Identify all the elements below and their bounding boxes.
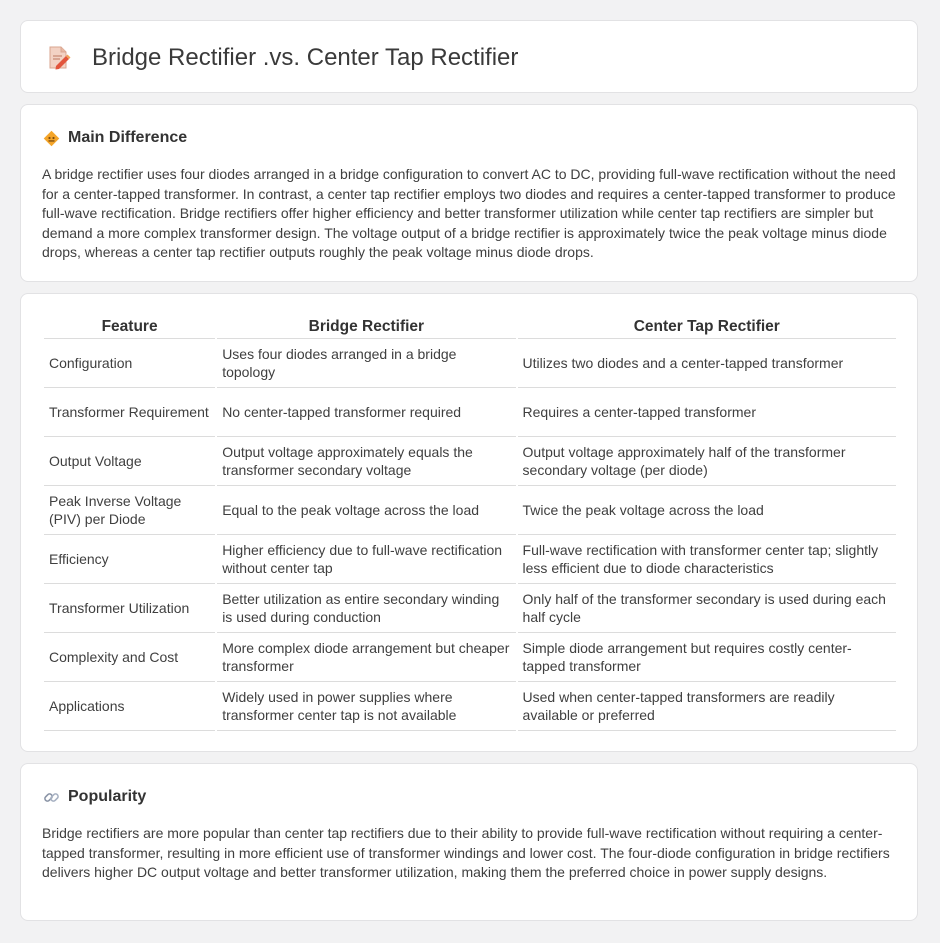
popularity-text: Bridge rectifiers are more popular than center tap rectifiers due to their ability to provide full-wave rectification without requiring a center-tapped transformer, resulting in more efficient use of transformer windings and lower cost. The four-diode configuration in bridge rectifiers delivers higher DC output voltage and better transformer utilization, making them the preferred choice in power supply designs.: [42, 825, 890, 881]
header-bridge-rectifier: Bridge Rectifier: [217, 316, 515, 339]
bridge-cell: Equal to the peak voltage across the load: [217, 486, 515, 535]
table-row: [44, 388, 896, 437]
feature-cell: Transformer Utilization: [44, 584, 215, 633]
header-center-tap-rectifier: Center Tap Rectifier: [518, 316, 896, 339]
feature-cell: Configuration: [44, 339, 215, 388]
title-card: [20, 20, 918, 93]
center-tap-cell: Simple diode arrangement but requires costly center-tapped transformer: [518, 633, 896, 682]
main-difference-text: A bridge rectifier uses four diodes arranged in a bridge configuration to convert AC to DC, providing full-wave rectification without the need for a center-tapped transformer. In contrast, a center tap rectifier employs two diodes and requires a center-tapped transformer to produce full-wave rectification. Bridge rectifiers offer higher efficiency and better transformer utilization while center tap rectifiers are simpler but demand a more complex transformer design. The voltage output of a bridge rectifier is approximately twice the peak voltage minus diode drops, whereas a center tap rectifier outputs roughly the peak voltage minus diode drops.: [42, 166, 896, 261]
center-tap-cell: Only half of the transformer secondary is used during each half cycle: [518, 584, 896, 633]
link-icon: [43, 789, 60, 806]
popularity-header: [43, 786, 146, 808]
popularity-card: [20, 763, 918, 921]
table-row: [44, 535, 896, 584]
center-tap-cell: Requires a center-tapped transformer: [518, 388, 896, 437]
bridge-cell: No center-tapped transformer required: [217, 388, 515, 437]
header-feature: Feature: [44, 316, 215, 339]
table-row: [44, 339, 896, 388]
table-header-row: [44, 316, 896, 339]
popularity-heading: Popularity: [68, 788, 147, 805]
center-tap-cell: Twice the peak voltage across the load: [518, 486, 896, 535]
bridge-cell: Higher efficiency due to full-wave rectification without center tap: [217, 535, 515, 584]
feature-cell: Complexity and Cost: [44, 633, 215, 682]
center-tap-cell: Utilizes two diodes and a center-tapped transformer: [518, 339, 896, 388]
main-difference-card: [20, 104, 918, 282]
table-row: [44, 682, 896, 731]
comparison-table: [42, 316, 898, 731]
table-row: [44, 486, 896, 535]
feature-cell: Efficiency: [44, 535, 215, 584]
main-difference-heading: Main Difference: [68, 129, 188, 146]
table-row: [44, 584, 896, 633]
center-tap-cell: Full-wave rectification with transformer center tap; slightly less efficient due to diode characteristics: [518, 535, 896, 584]
feature-cell: Transformer Requirement: [44, 388, 215, 437]
main-difference-header: [43, 127, 187, 149]
center-tap-cell: Output voltage approximately half of the transformer secondary voltage (per diode): [518, 437, 896, 486]
bridge-cell: Uses four diodes arranged in a bridge topology: [217, 339, 515, 388]
feature-cell: Peak Inverse Voltage (PIV) per Diode: [44, 486, 215, 535]
bridge-cell: Output voltage approximately equals the transformer secondary voltage: [217, 437, 515, 486]
comparison-card: [20, 293, 918, 752]
bridge-cell: Better utilization as entire secondary winding is used during conduction: [217, 584, 515, 633]
table-row: [44, 437, 896, 486]
feature-cell: Output Voltage: [44, 437, 215, 486]
feature-cell: Applications: [44, 682, 215, 731]
table-row: [44, 633, 896, 682]
bridge-cell: Widely used in power supplies where transformer center tap is not available: [217, 682, 515, 731]
center-tap-cell: Used when center-tapped transformers are readily available or preferred: [518, 682, 896, 731]
bridge-cell: More complex diode arrangement but cheaper transformer: [217, 633, 515, 682]
page-title: Bridge Rectifier .vs. Center Tap Rectifier: [92, 44, 519, 71]
diamond-warning-icon: [43, 130, 60, 147]
document-pencil-icon: [47, 45, 71, 71]
